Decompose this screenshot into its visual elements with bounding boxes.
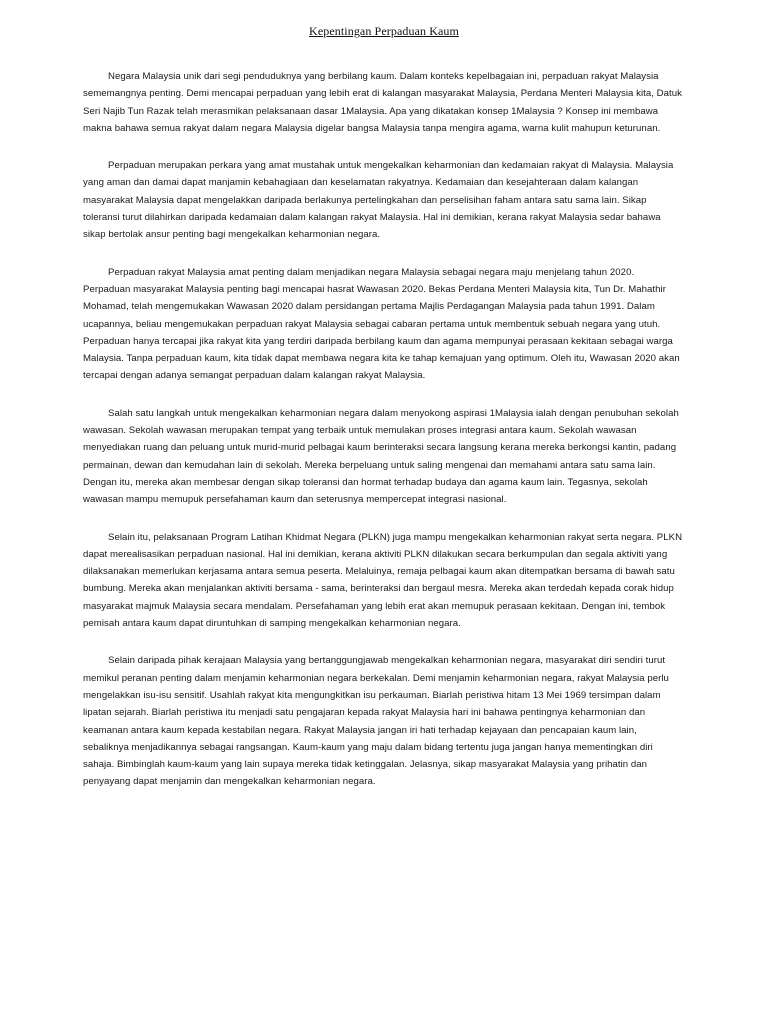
paragraph-3: Perpaduan rakyat Malaysia amat penting dalam menjadikan negara Malaysia sebagai negara maju menjelang tahun 2020. Perpaduan masyarakat Malaysia penting bagi mencapai hasrat Wawasan 2020. Bekas Perdana Menteri Malaysia kita, Tun Dr. Mahathir Mohamad, telah mengemukakan Wawasan 2020 dalam persidangan pertama Majlis Perdagangan Malaysia pada tahun 1991. Dalam ucapannya, beliau mengemukakan perpaduan rakyat Malaysia sebagai cabaran pertama untuk membentuk sebuah negara yang utuh. Perpaduan hanya tercapai jika rakyat kita yang terdiri daripada berbilang kaum dan agama mempunyai perasaan kekitaan sebagai warga Malaysia. Tanpa perpaduan kaum, kita tidak dapat membawa negara kita ke tahap kemajuan yang optimum. Oleh itu, Wawasan 2020 akan tercapai dengan adanya semangat perpaduan dalam kalangan rakyat Malaysia. [83,266,680,382]
paragraph-6: Selain daripada pihak kerajaan Malaysia yang bertanggungjawab mengekalkan keharmonian negara, masyarakat diri sendiri turut memikul peranan penting dalam menjamin keharmonian negara berkekalan. Demi menjamin keharmonian negara, rakyat Malaysia perlu mengelakkan isu-isu sensitif. Usahlah rakyat kita mengungkitkan isu perkauman. Biarlah peristiwa hitam 13 Mei 1969 tersimpan dalam lipatan sejarah. Biarlah peristiwa itu menjadi satu pengajaran kepada rakyat Malaysia hari ini bahawa pentingnya keharmonian dan keamanan antara kaum kepada kestabilan negara. Rakyat Malaysia jangan iri hati terhadap kejayaan dan pencapaian kaum lain, sebaliknya menjadikannya sebagai rangsangan. Kaum-kaum yang maju dalam bidang tertentu juga jangan hanya mementingkan diri sahaja. Bimbinglah kaum-kaum yang lain supaya mereka tidak ketinggalan. Jelasnya, sikap masyarakat Malaysia yang prihatin dan penyayang dapat menjamin dan mengekalkan keharmonian negara. [83,655,669,788]
paragraph-1: Negara Malaysia unik dari segi penduduknya yang berbilang kaum. Dalam konteks kepelbagaian ini, perpaduan rakyat Malaysia sememangnya penting. Demi mencapai perpaduan yang lebih erat di kalangan masyarakat Malaysia, Perdana Menteri Malaysia kita, Datuk Seri Najib Tun Razak telah merasmikan pelaksanaan dasar 1Malaysia. Apa yang dikatakan konsep 1Malaysia ? Konsep ini membawa makna bahawa semua rakyat dalam negara Malaysia digelar bangsa Malaysia tanpa mengira agama, warna kulit mahupun keturunan. [83,71,682,134]
paragraph-5: Selain itu, pelaksanaan Program Latihan Khidmat Negara (PLKN) juga mampu mengekalkan keharmonian rakyat serta negara. PLKN dapat merealisasikan perpaduan nasional. Hal ini demikian, kerana aktiviti PLKN dilakukan secara berkumpulan dan segala aktiviti yang dilaksanakan memerlukan kerjasama antara semua peserta. Melaluinya, remaja pelbagai kaum akan ditempatkan bersama di bawah satu bumbung. Mereka akan menjalankan aktiviti bersama - sama, berinteraksi dan bergaul mesra. Mereka akan terdedah kepada corak hidup masyarakat majmuk Malaysia secara mendalam. Persefahaman yang lebih erat akan memupuk perasaan kekitaan. Dengan ini, tembok pemisah antara kaum dapat diruntuhkan di samping mengekalkan keharmonian negara. [83,531,683,630]
paragraph-4: Salah satu langkah untuk mengekalkan keharmonian negara dalam menyokong aspirasi 1Malaysia ialah dengan penubuhan sekolah wawasan. Sekolah wawasan merupakan tempat yang terbaik untuk memulakan proses integrasi antara kaum. Sekolah wawasan menyediakan ruang dan peluang untuk murid-murid pelbagai kaum berinteraksi secara langsung kerana mereka berkongsi kantin, padang permainan, dewan dan kemudahan lain di sekolah. Mereka berpeluang untuk saling mengenai dan memahami antara satu sama lain. Dengan itu, mereka akan membesar dengan sikap toleransi dan hormat terhadap budaya dan agama kaum lain. Tegasnya, sekolah wawasan mampu memupuk persefahaman kaum dan seterusnya mempercepat integrasi nasional. [83,407,679,506]
document-body [83,68,683,811]
paragraph-2: Perpaduan merupakan perkara yang amat mustahak untuk mengekalkan keharmonian dan kedamaian rakyat di Malaysia. Malaysia yang aman dan damai dapat manjamin kebahagiaan dan keselamatan rakyatnya. Kedamaian dan kesejahteraan dalam kalangan masyarakat Malaysia dapat mengelakkan daripada berlakunya pertelingkahan dan perselisihan faham antara satu sama lain. Sikap toleransi turut dilahirkan daripada kedamaian dalam kalangan rakyat Malaysia. Hal ini demikian, kerana rakyat Malaysia sedar bahawa sikap bertolak ansur penting bagi mengekalkan keharmonian negara. [83,160,674,241]
document-title: Kepentingan Perpaduan Kaum [309,24,459,38]
